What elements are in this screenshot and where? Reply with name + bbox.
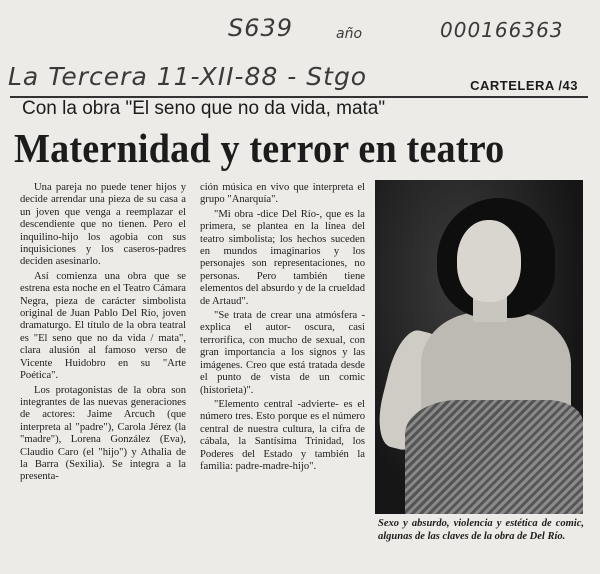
paragraph: Una pareja no puede tener hijos y decide arrendar una pieza de su casa a un joven que venga a reemplazar el descendiente que no tienen. Pero el inquilino-hijo los agobia con sus inquisiciones y los caseros-padres deciden asesinarlo. [20,182,186,268]
article-column-1 [20,182,186,486]
handwritten-ano-note: año [336,26,363,42]
actress-face [457,220,521,302]
handwritten-archive-number: 000166363 [440,18,564,42]
paragraph: ción música en vivo que interpreta el grupo "Anarquía". [200,182,365,206]
article-column-2 [200,182,365,475]
paragraph: "Mi obra -dice Del Río-, que es la primera, se plantea en la línea del teatro simbolista; los hechos suceden en mundos imaginarios y los personajes son representaciones, no personas. Pero también tiene elementos del absurdo y de la crueldad de Artaud". [200,208,365,307]
headline: Maternidad y terror en teatro [14,125,505,171]
paragraph: Los protagonistas de la obra son integrantes de las nuevas generaciones de actores: Jaime Arcuch (que interpreta al "padre"), Carola Jérez (la "madre"), Lorena González (Eva), Claudio Caro (el "hijo") y Athalia de la Barra (Sexilia). Se integra a la presenta- [20,384,186,483]
kicker: Con la obra "El seno que no da vida, mata" [22,98,386,119]
handwritten-archive-code: S639 [228,14,294,42]
handwritten-source-date: La Tercera 11-XII-88 - Stgo [8,62,368,91]
section-label: CARTELERA /43 [470,78,578,93]
photo-caption: Sexo y absurdo, violencia y estética de comic, algunas de las claves de la obra de Del Río. [378,518,584,542]
paragraph: Así comienza una obra que se estrena esta noche en el Teatro Cámara Negra, pieza de carácter simbolista original de Juan Pablo Del Río, joven dramaturgo. El título de la obra teatral es "El seno que no da vida / mata", clara alusión al famoso verso de Vicente Huidobro en su "Arte Poética". [20,270,186,382]
paragraph: "Elemento central -advierte- es el número tres. Esto porque es el número central de nuestra cultura, la cifra de cábala, la Santísima Trinidad, los Poderes del Estado y también la familia: padre-madre-hijo". [200,398,365,472]
paragraph: "Se trata de crear una atmósfera -explica el autor- oscura, casi terrorífica, con mucho de sexual, con gran importancia a los signos y las imágenes. Creo que está tratada desde el punto de vista de un comic (historieta)". [200,310,365,396]
article-photo [375,180,583,514]
